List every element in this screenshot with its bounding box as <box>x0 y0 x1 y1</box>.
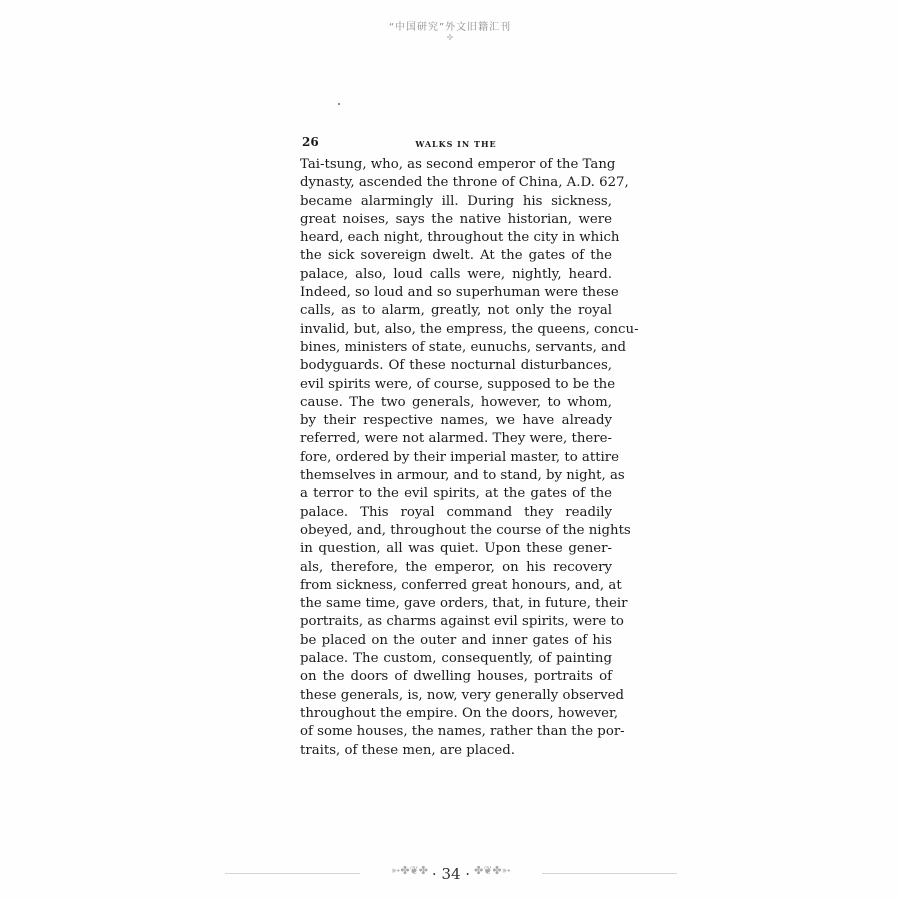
text-line: palace. This royal command they readily <box>300 504 612 520</box>
text-line: these generals, is, now, very generally observed <box>300 687 624 703</box>
scan-speck <box>338 103 340 105</box>
text-line: obeyed, and, throughout the course of the nights <box>300 522 631 538</box>
header-ornament: ✤ <box>446 33 454 42</box>
text-line: on the doors of dwelling houses, portraits of <box>300 669 612 685</box>
running-head: WALKS IN THE <box>415 139 497 149</box>
text-line: dynasty, ascended the throne of China, A.D. 627, <box>300 175 629 191</box>
text-line: a terror to the evil spirits, at the gates of the <box>300 486 612 502</box>
text-line: heard, each night, throughout the city in which <box>300 230 620 246</box>
text-line: throughout the empire. On the doors, however, <box>300 705 619 721</box>
text-line: referred, were not alarmed. They were, there- <box>300 431 612 447</box>
text-line: portraits, as charms against evil spirits, were to <box>300 614 624 630</box>
text-line: bines, ministers of state, eunuchs, servants, and <box>300 339 627 355</box>
text-line: of some houses, the names, rather than the por- <box>300 724 625 740</box>
text-line: themselves in armour, and to stand, by night, as <box>300 468 625 484</box>
footer-rule-right <box>542 873 677 874</box>
footer-ornament-right: ✤❦✤➳ <box>474 864 511 877</box>
text-line: the sick sovereign dwelt. At the gates of the <box>300 248 612 264</box>
text-line: bodyguards. Of these nocturnal disturbances, <box>300 358 612 374</box>
body-text <box>300 156 639 760</box>
book-page-number: 26 <box>302 135 319 149</box>
series-header: “中国研究”外文旧籍汇刊 <box>388 22 512 33</box>
text-line: palace, also, loud calls were, nightly, heard. <box>300 266 612 282</box>
text-line: als, therefore, the emperor, on his recovery <box>300 559 612 575</box>
text-line: calls, as to alarm, greatly, not only the royal <box>300 303 612 319</box>
text-line: the same time, gave orders, that, in future, their <box>300 596 628 612</box>
text-line: Indeed, so loud and so superhuman were these <box>300 285 619 301</box>
text-line: palace. The custom, consequently, of painting <box>300 651 612 667</box>
text-line: be placed on the outer and inner gates of his <box>300 632 612 648</box>
text-line: great noises, says the native historian, were <box>300 211 612 227</box>
text-line: became alarmingly ill. During his sickness, <box>300 193 612 209</box>
text-line: evil spirits were, of course, supposed to be the <box>300 376 616 392</box>
text-line: invalid, but, also, the empress, the queens, concu- <box>300 321 639 337</box>
footer-rule-left <box>225 873 360 874</box>
footer-page-number: · 34 · <box>431 865 471 883</box>
text-line: Tai-tsung, who, as second emperor of the Tang <box>300 157 616 172</box>
text-line: traits, of these men, are placed. <box>300 742 515 758</box>
text-line: fore, ordered by their imperial master, to attire <box>300 449 620 465</box>
footer-ornament-left: ➳✤❦✤ <box>391 864 428 877</box>
text-line: by their respective names, we have already <box>300 413 612 429</box>
text-line: in question, all was quiet. Upon these gener- <box>300 541 612 557</box>
text-line: cause. The two generals, however, to whom, <box>300 394 612 410</box>
text-line: from sickness, conferred great honours, and, at <box>300 577 622 593</box>
